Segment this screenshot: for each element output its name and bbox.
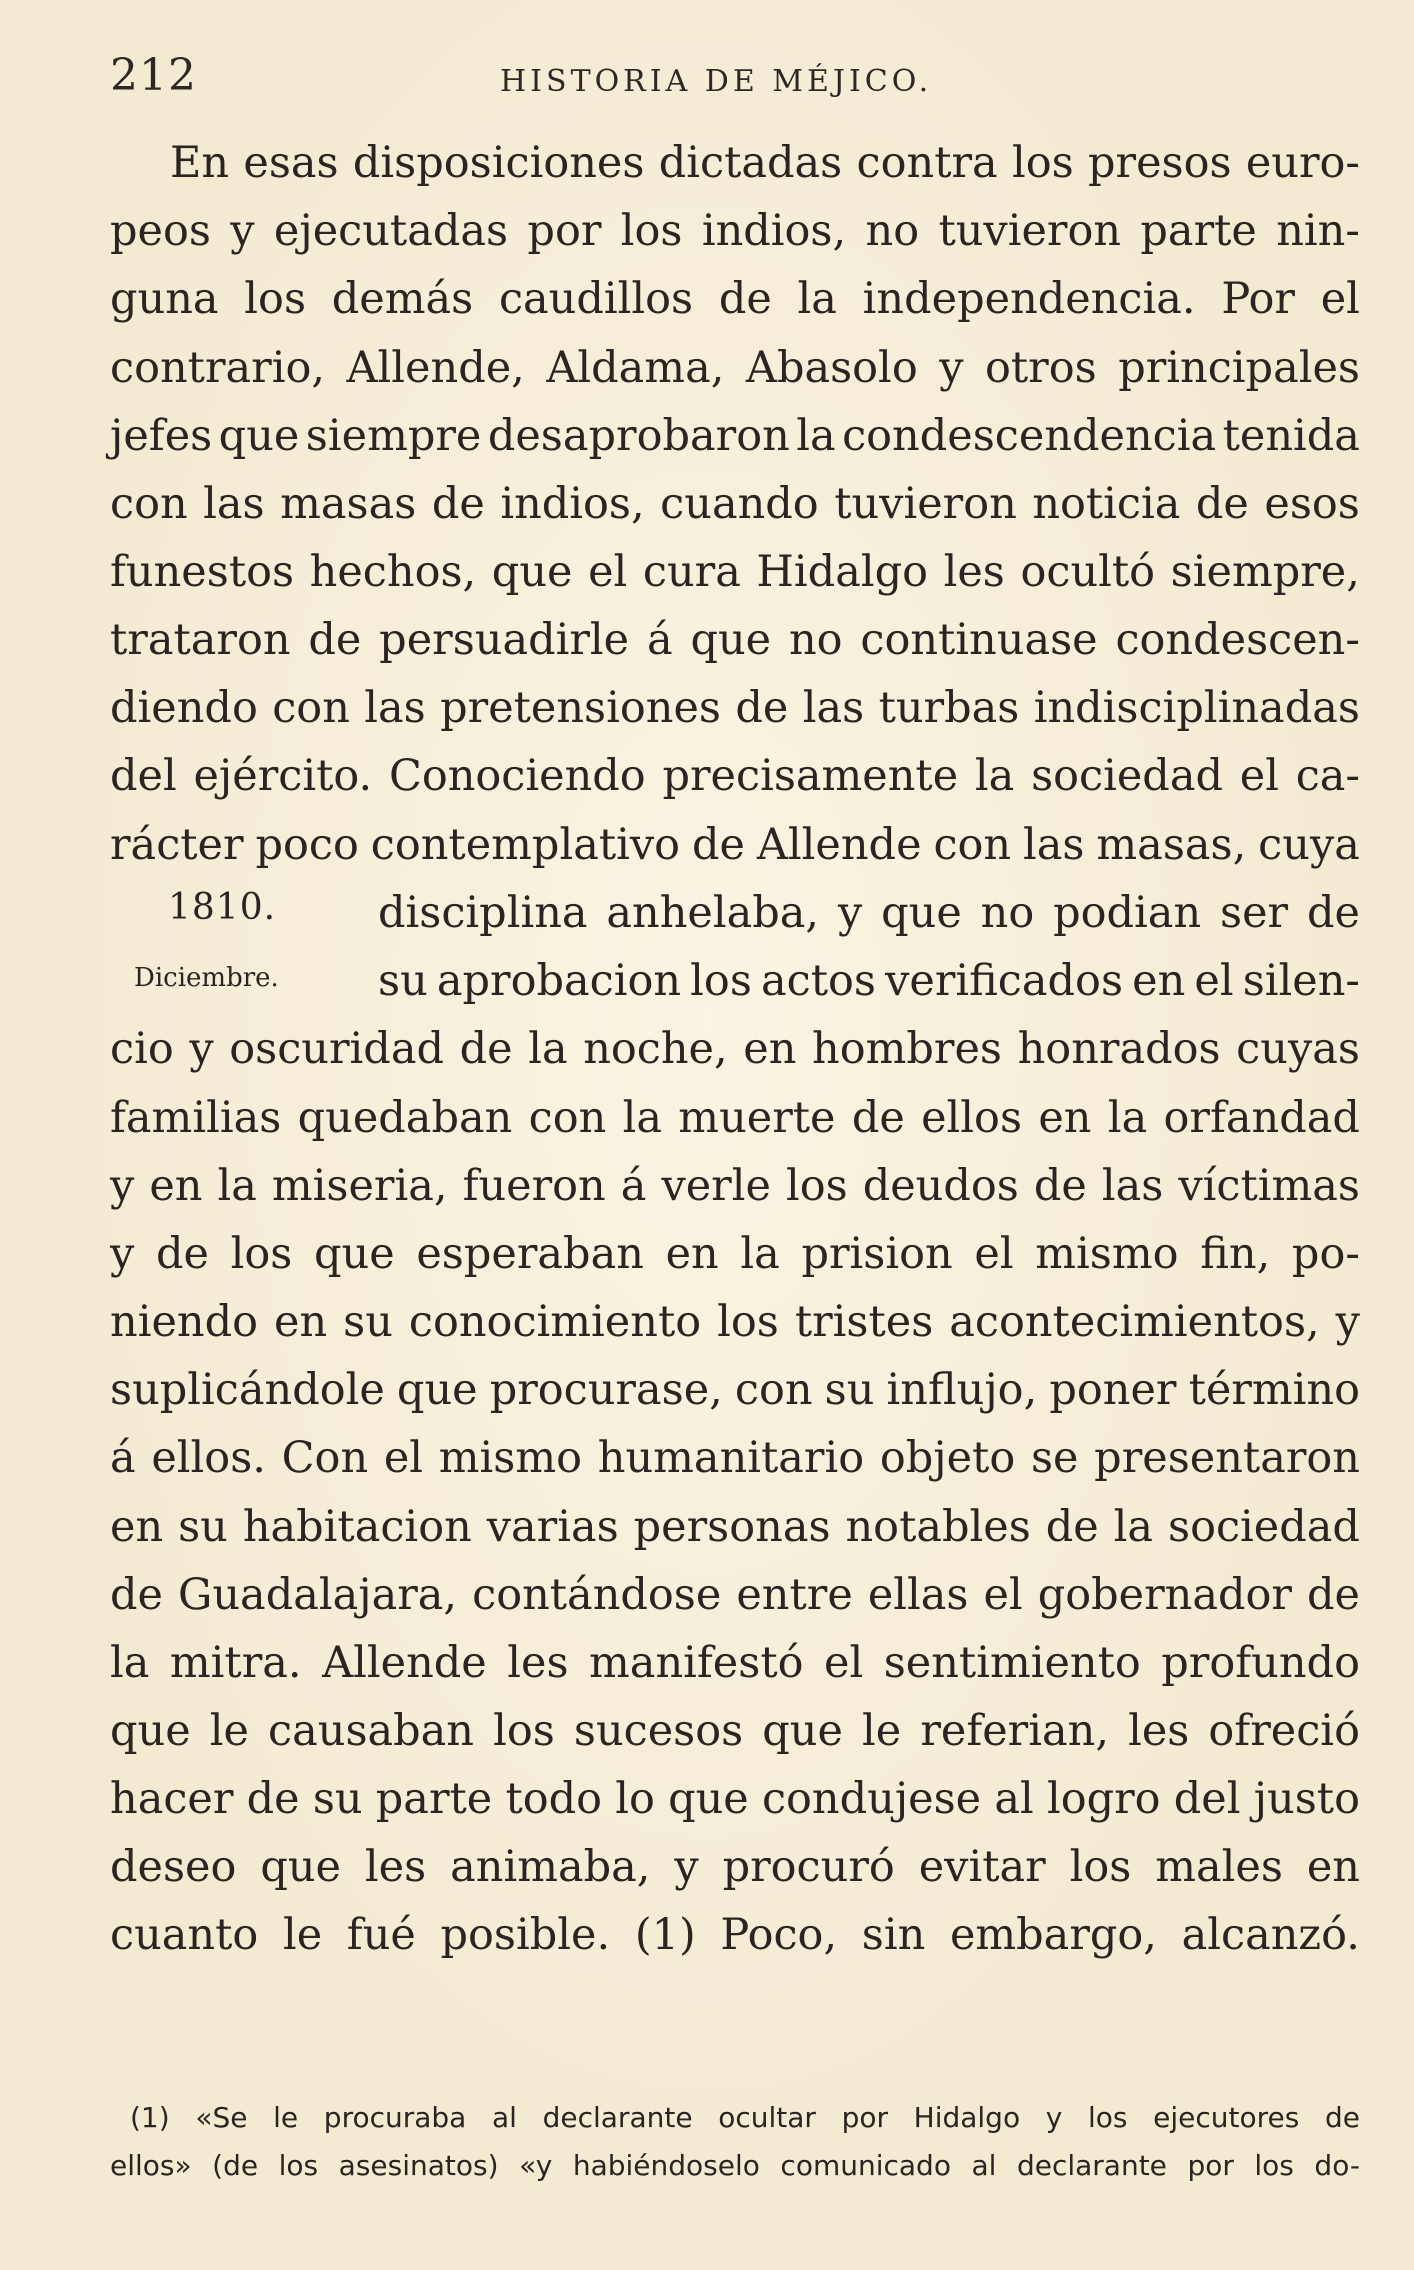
body-line: del ejército. Conociendo precisamente la sociedad el ca-	[110, 751, 1360, 801]
footnote-line: (1) «Se le procuraba al declarante ocultar por Hidalgo y los ejecutores de	[130, 2101, 1360, 2134]
body-line: jefes que siempre desaprobaron la condescendencia tenida	[110, 411, 1360, 461]
body-line: guna los demás caudillos de la independencia. Por el	[110, 274, 1360, 324]
body-line: niendo en su conocimiento los tristes acontecimientos, y	[110, 1297, 1360, 1347]
body-line: rácter poco contemplativo de Allende con las masas, cuya	[110, 820, 1360, 870]
body-line: cuanto le fué posible. (1) Poco, sin embargo, alcanzó.	[110, 1910, 1360, 1960]
body-line: en su habitacion varias personas notables de la sociedad	[110, 1502, 1360, 1552]
body-line: que le causaban los sucesos que le referian, les ofreció	[110, 1706, 1360, 1756]
body-line: suplicándole que procurase, con su influjo, poner término	[110, 1365, 1360, 1415]
body-line: En esas disposiciones dictadas contra los presos euro-	[170, 138, 1360, 188]
body-line: de Guadalajara, contándose entre ellas el gobernador de	[110, 1570, 1360, 1620]
margin-note-year: 1810.	[168, 887, 277, 928]
footnote-line: ellos» (de los asesinatos) «y habiéndoselo comunicado al declarante por los do-	[110, 2149, 1360, 2182]
body-line: la mitra. Allende les manifestó el sentimiento profundo	[110, 1638, 1360, 1688]
body-line: y en la miseria, fueron á verle los deudos de las víctimas	[110, 1161, 1360, 1211]
body-line: cio y oscuridad de la noche, en hombres honrados cuyas	[110, 1024, 1360, 1074]
body-line: á ellos. Con el mismo humanitario objeto se presentaron	[110, 1433, 1360, 1483]
body-line: con las masas de indios, cuando tuvieron noticia de esos	[110, 479, 1360, 529]
body-line: su aprobacion los actos verificados en el silen-	[378, 956, 1360, 1006]
body-line: hacer de su parte todo lo que condujese al logro del justo	[110, 1774, 1360, 1824]
body-line: disciplina anhelaba, y que no podian ser de	[378, 888, 1360, 938]
body-line: peos y ejecutadas por los indios, no tuvieron parte nin-	[110, 206, 1360, 256]
running-title: HISTORIA DE MÉJICO.	[500, 64, 933, 99]
body-line: familias quedaban con la muerte de ellos en la orfandad	[110, 1093, 1360, 1143]
body-line: y de los que esperaban en la prision el mismo fin, po-	[110, 1229, 1360, 1279]
body-line: diendo con las pretensiones de las turbas indisciplinadas	[110, 683, 1360, 733]
margin-note-month: Diciembre.	[134, 963, 279, 993]
page-number: 212	[110, 50, 197, 101]
body-line: deseo que les animaba, y procuró evitar los males en	[110, 1842, 1360, 1892]
body-line: funestos hechos, que el cura Hidalgo les ocultó siempre,	[110, 547, 1360, 597]
body-line: trataron de persuadirle á que no continuase condescen-	[110, 615, 1360, 665]
body-line: contrario, Allende, Aldama, Abasolo y otros principales	[110, 343, 1360, 393]
